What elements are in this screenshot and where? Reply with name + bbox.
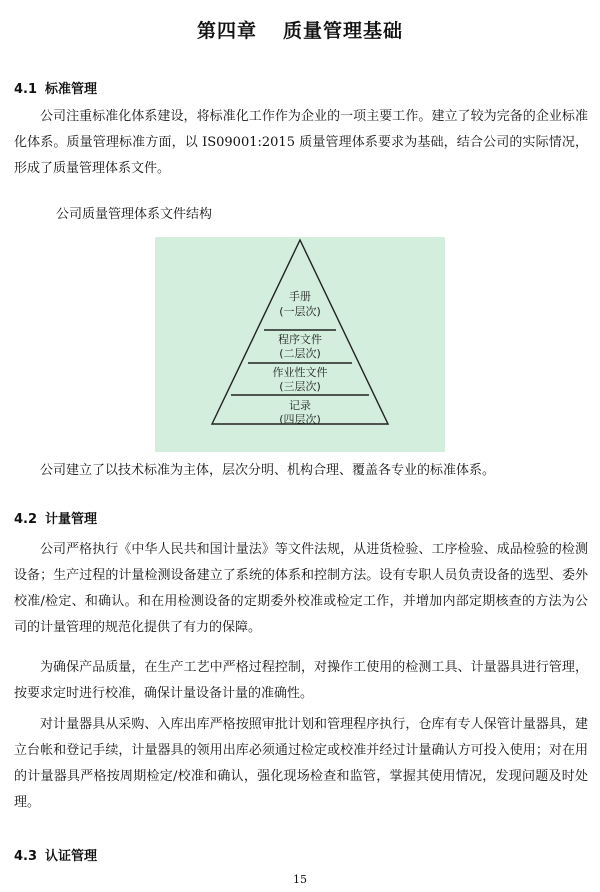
section-number: 4.3 — [14, 849, 38, 864]
paragraph-standard-mgmt: 公司注重标准化体系建设，将标准化工作作为企业的一项主要工作。建立了较为完备的企业标准化体系。质量管理标准方面，以 IS09001:2015 质量管理体系要求为基础，结合公司的实际情况，形成了质量管理体系文件。 — [14, 109, 588, 176]
pyramid-level-4-name: 记录 — [289, 399, 311, 412]
section-heading-4-2 — [14, 508, 97, 527]
paragraph-metrology-2: 为确保产品质量，在生产工艺中严格过程控制，对操作工使用的检测工具、计量器具进行管理，按要求定时进行校准，确保计量设备计量的准确性。 — [14, 660, 588, 701]
paragraph-standard-system: 公司建立了以技术标准为主体，层次分明、机构合理、覆盖各专业的标准体系。 — [40, 463, 496, 478]
pyramid-level-1-label: (一层次) — [279, 305, 321, 318]
pyramid-level-3-label: (三层次) — [279, 380, 321, 393]
chapter-name: 质量管理基础 — [283, 20, 404, 42]
section-title: 标准管理 — [45, 82, 98, 97]
section-number: 4.1 — [14, 82, 38, 97]
section-number: 4.2 — [14, 512, 38, 527]
paragraph-metrology-3: 对计量器具从采购、入库出库严格按照审批计划和管理程序执行，仓库有专人保管计量器具，建立台帐和登记手续，计量器具的领用出库必须通过检定或校准并经过计量确认方可投入使用；对在用的计量器具严格按周期检定/校准和确认，强化现场检查和监管，掌握其使用情况，发现问题及时处理。 — [14, 717, 588, 810]
quality-document-pyramid — [155, 237, 445, 452]
chapter-title — [0, 16, 600, 43]
pyramid-level-4-label: (四层次) — [279, 413, 321, 426]
pyramid-level-3-name: 作业性文件 — [272, 366, 328, 379]
section-title: 认证管理 — [45, 849, 98, 864]
paragraph-metrology-1: 公司严格执行《中华人民共和国计量法》等文件法规，从进货检验、工序检验、成品检验的检测设备；生产过程的计量检测设备建立了系统的体系和控制方法。设有专职人员负责设备的选型、委外校准/检定、和确认。和在用检测设备的定期委外校准或检定工作，并增加内部定期核查的方法为公司的计量管理的规范化提供了有力的保障。 — [14, 542, 588, 635]
page-number: 15 — [293, 873, 307, 886]
pyramid-level-2-name: 程序文件 — [278, 333, 322, 346]
section-title: 计量管理 — [45, 512, 98, 527]
section-heading-4-1 — [14, 78, 97, 97]
section-heading-4-3 — [14, 845, 97, 864]
pyramid-svg — [155, 237, 445, 452]
chapter-number: 第四章 — [196, 20, 257, 42]
figure-caption: 公司质量管理体系文件结构 — [56, 207, 213, 222]
pyramid-outline — [212, 240, 388, 424]
pyramid-level-1-name: 手册 — [289, 290, 311, 303]
pyramid-level-2-label: (二层次) — [279, 347, 321, 360]
